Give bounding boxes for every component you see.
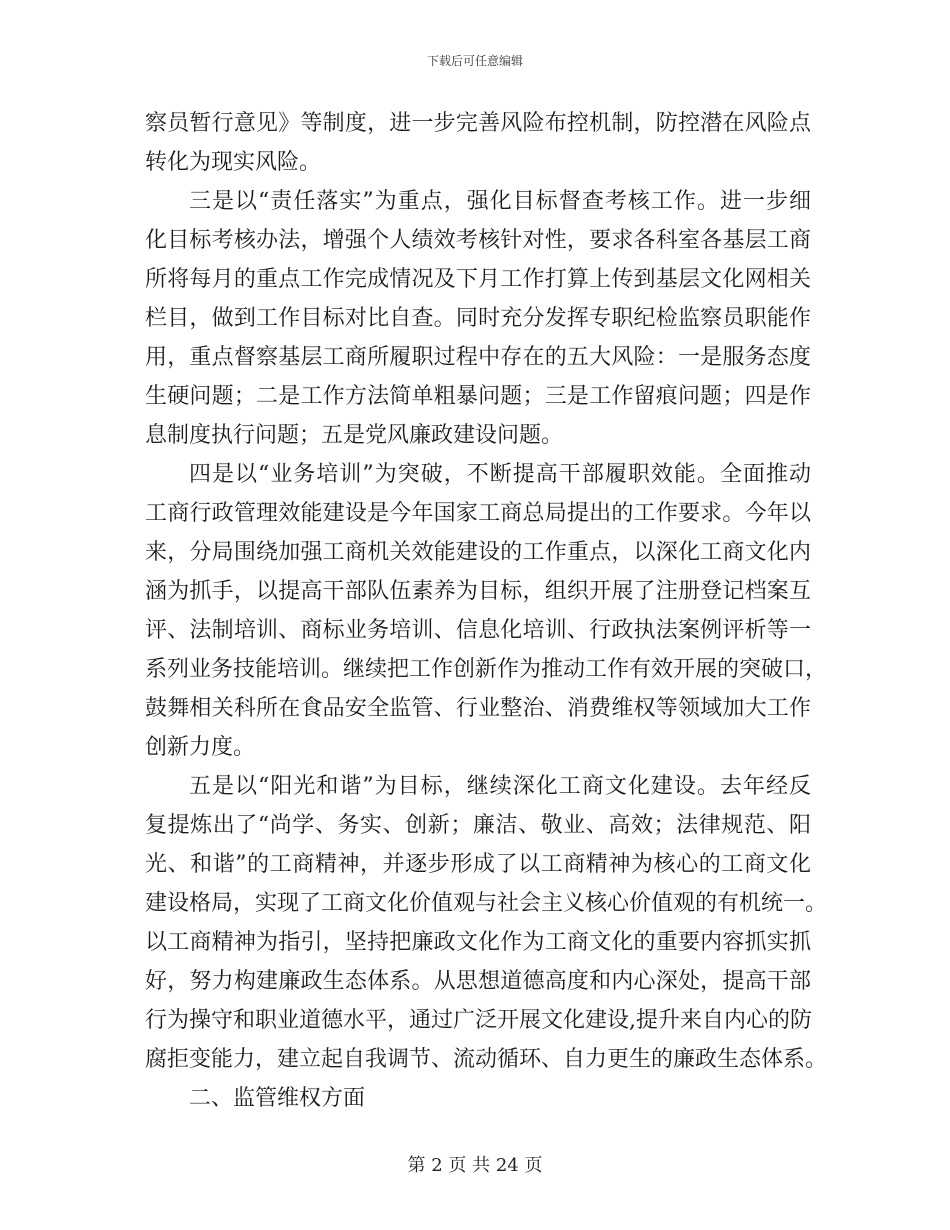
text-line: 用，重点督察基层工商所履职过程中存在的五大风险：一是服务态度: [145, 345, 811, 370]
text-line: 行为操守和职业道德水平，通过广泛开展文化建设,提升来自内心的防: [145, 1008, 812, 1033]
text-line: 创新力度。: [145, 735, 256, 760]
paragraph: [145, 182, 811, 455]
text-line: 五是以“阳光和谐”为目标，继续深化工商文化建设。去年经反: [189, 774, 811, 799]
text-line: 四是以“业务培训”为突破，不断提高干部履职效能。全面推动: [189, 462, 811, 487]
paragraph: [145, 455, 828, 767]
paragraph: [145, 1079, 811, 1118]
text-line: 涵为抓手，以提高干部队伍素养为目标，组织开展了注册登记档案互: [145, 579, 811, 604]
text-line: 腐拒变能力，建立起自我调节、流动循环、自力更生的廉政生态体系。: [145, 1047, 828, 1072]
text-line: 光、和谐”的工商精神，并逐步形成了以工商精神为核心的工商文化: [145, 852, 811, 877]
text-line: 三是以“责任落实”为重点，强化目标督查考核工作。进一步细: [189, 189, 811, 214]
text-line: 息制度执行问题；五是党风廉政建设问题。: [145, 423, 564, 448]
document-body: [145, 104, 828, 1118]
page-header: 下载后可任意编辑: [426, 54, 523, 68]
text-line: 转化为现实风险。: [145, 150, 322, 175]
text-line: 生硬问题；二是工作方法简单粗暴问题；三是工作留痕问题；四是作: [145, 384, 811, 409]
text-line: 来，分局围绕加强工商机关效能建设的工作重点，以深化工商文化内: [145, 540, 811, 565]
text-line: 察员暂行意见》等制度，进一步完善风险布控机制，防控潜在风险点: [145, 111, 811, 136]
paragraph: [145, 104, 811, 182]
text-line: 系列业务技能培训。继续把工作创新作为推动工作有效开展的突破口，: [145, 657, 828, 682]
text-line: 所将每月的重点工作完成情况及下月工作打算上传到基层文化网相关: [145, 267, 811, 292]
text-line: 复提炼出了“尚学、务实、创新；廉洁、敬业、高效；法律规范、阳: [145, 813, 811, 838]
paragraph: [145, 767, 828, 1079]
text-line: 二、监管维权方面: [189, 1086, 366, 1111]
page-number: 第 2 页 共 24 页: [407, 1155, 543, 1176]
text-line: 栏目，做到工作目标对比自查。同时充分发挥专职纪检监察员职能作: [145, 306, 811, 331]
text-line: 好，努力构建廉政生态体系。从思想道德高度和内心深处，提高干部: [145, 969, 811, 994]
text-line: 以工商精神为指引，坚持把廉政文化作为工商文化的重要内容抓实抓: [145, 930, 811, 955]
text-line: 评、法制培训、商标业务培训、信息化培训、行政执法案例评析等一: [145, 618, 811, 643]
text-line: 化目标考核办法，增强个人绩效考核针对性，要求各科室各基层工商: [145, 228, 811, 253]
text-line: 工商行政管理效能建设是今年国家工商总局提出的工作要求。今年以: [145, 501, 811, 526]
text-line: 鼓舞相关科所在食品安全监管、行业整治、消费维权等领域加大工作: [145, 696, 811, 721]
text-line: 建设格局，实现了工商文化价值观与社会主义核心价值观的有机统一。: [145, 891, 828, 916]
